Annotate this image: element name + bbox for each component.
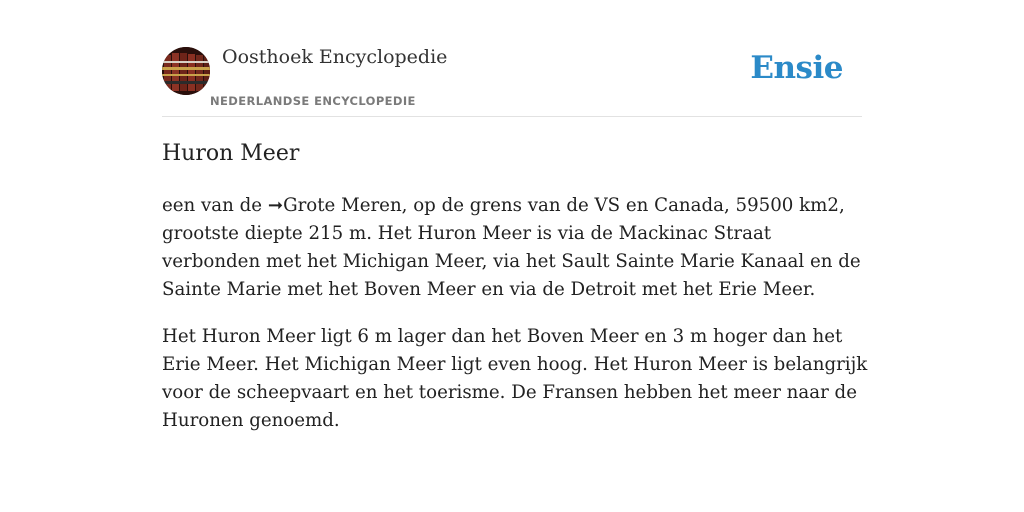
- grote-meren-link[interactable]: [268, 195, 402, 216]
- arrow-right-icon: ➞: [267, 195, 284, 216]
- encyclopedia-books-icon[interactable]: [162, 47, 210, 95]
- article-paragraph-1: [162, 192, 872, 304]
- article-paragraph-2: Het Huron Meer ligt 6 m lager dan het Boven Meer en 3 m hoger dan het Erie Meer. Het Michigan Meer ligt even hoog. Het Huron Meer is belangrijk voor de scheepvaart en het toerisme. De Fransen hebben het meer naar de Huronen genoemd.: [162, 326, 868, 431]
- brand-logo-link[interactable]: Ensie: [750, 50, 843, 86]
- article: [162, 140, 872, 435]
- site-header: [162, 44, 862, 117]
- site-title-link[interactable]: Oosthoek Encyclopedie: [222, 46, 448, 68]
- paragraph-1-suffix: , op de grens van de VS en Canada, 59500 km2, grootste diepte 215 m. Het Huron Meer is via de Mackinac Straat verbonden met het Michigan Meer, via het Sault Sainte Marie Kanaal en de Sainte Marie met het Boven Meer en via de Detroit met het Erie Meer.: [162, 195, 861, 300]
- site-subtitle: NEDERLANDSE ENCYCLOPEDIE: [210, 94, 416, 108]
- grote-meren-link-label: Grote Meren: [283, 195, 402, 216]
- article-title: Huron Meer: [162, 141, 300, 166]
- paragraph-1-prefix: een van de: [162, 195, 268, 216]
